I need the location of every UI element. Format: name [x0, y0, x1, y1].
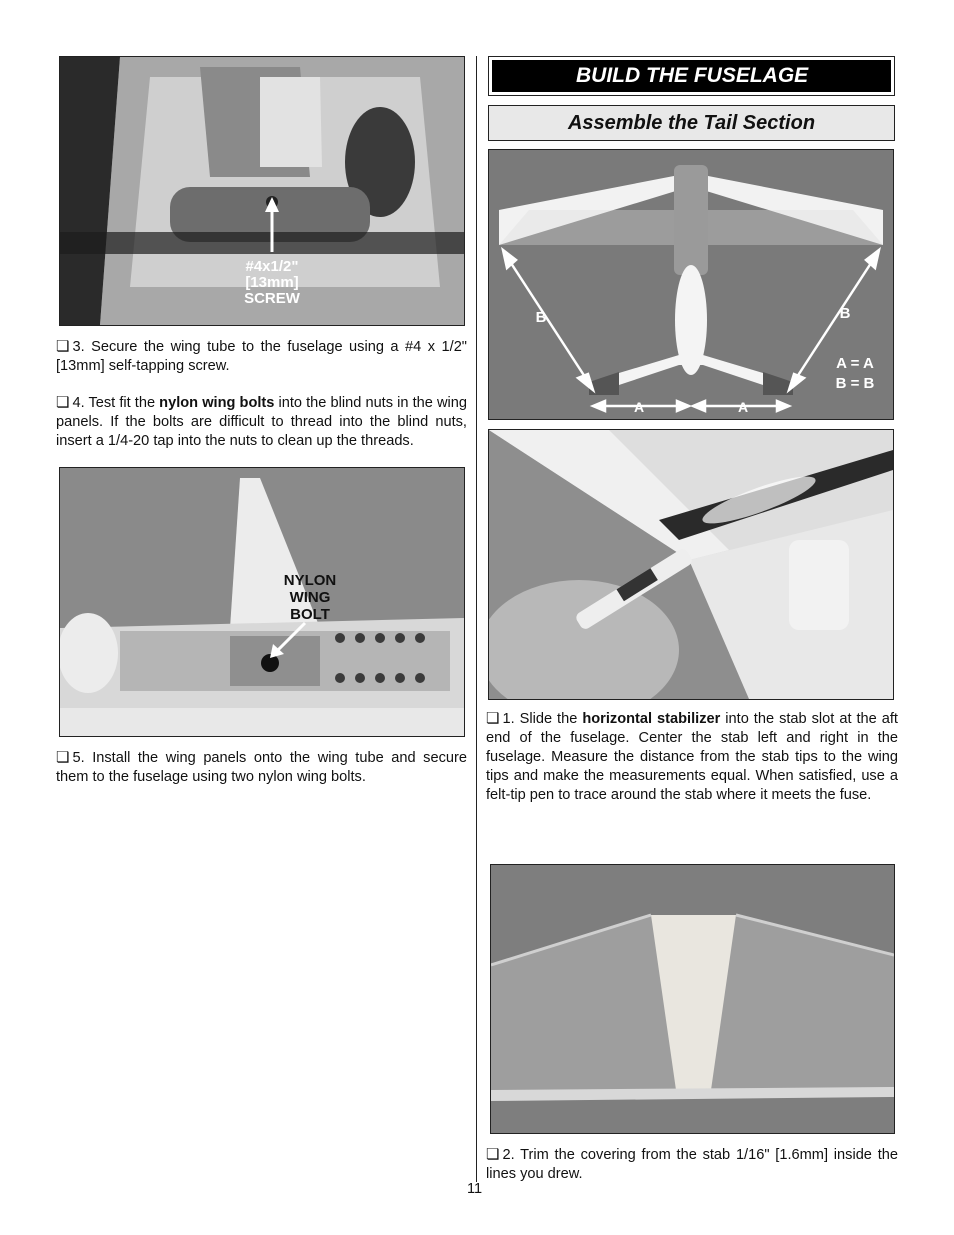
- step-3-text: ❏ 3. Secure the wing tube to the fuselage using a #4 x 1/2" [13mm] self-tapping screw.: [56, 338, 467, 374]
- step-1-text: ❏ 1. Slide the horizontal stabilizer into the stab slot at the aft end of the fuselage. Center the stab left and right in the fuselage. Measure the distance from the stab tips to the wing tips and make the measurements equal. When satisfied, use a felt-tip pen to trace around the stab where it meets the fuse.: [486, 710, 898, 803]
- nylon-wing-bolt-photo: [59, 467, 465, 737]
- checkbox-icon[interactable]: ❏: [56, 394, 70, 411]
- trimmed-stab-illustration: [491, 865, 894, 1133]
- bolt-callout-line2: WING: [289, 589, 331, 606]
- checkbox-icon[interactable]: ❏: [486, 1146, 500, 1163]
- nylon-wing-bolt-illustration: [60, 468, 464, 736]
- label-a-right: A: [737, 399, 749, 415]
- section-header: [488, 56, 895, 96]
- wing-tube-screw-photo: [59, 56, 465, 326]
- bolt-callout-line1: NYLON: [283, 572, 337, 589]
- trace-stab-photo: [488, 429, 894, 700]
- trace-stab-illustration: [489, 430, 893, 699]
- label-b-right: B: [839, 305, 851, 322]
- step-5-text: ❏ 5. Install the wing panels onto the wing tube and secure them to the fuselage using two nylon wing bolts.: [56, 749, 467, 785]
- screw-callout-line3: SCREW: [244, 290, 300, 307]
- subsection-title: Assemble the Tail Section: [488, 105, 895, 141]
- trimmed-stab-photo: [490, 864, 895, 1134]
- checkbox-icon[interactable]: ❏: [56, 338, 70, 355]
- checkbox-icon[interactable]: ❏: [486, 710, 500, 727]
- page-number: 11: [467, 1181, 483, 1197]
- equation-b: B = B: [835, 375, 875, 392]
- stab-alignment-illustration: [489, 150, 893, 419]
- label-b-left: B: [535, 309, 547, 326]
- wing-tube-screw-illustration: [60, 57, 464, 325]
- step-2-text: ❏ 2. Trim the covering from the stab 1/16" [1.6mm] inside the lines you drew.: [486, 1146, 898, 1182]
- step-4-text: ❏ 4. Test fit the nylon wing bolts into the blind nuts in the wing panels. If the bolts are difficult to thread into the blind nuts, insert a 1/4-20 tap into the nuts to clean up the threads.: [56, 394, 467, 449]
- screw-callout-line2: [13mm]: [245, 274, 299, 291]
- stab-alignment-photo: [488, 149, 894, 420]
- equation-a: A = A: [836, 355, 874, 372]
- bolt-callout-line3: BOLT: [290, 606, 330, 623]
- column-divider: [476, 56, 477, 1182]
- screw-callout-line1: #4x1/2": [245, 258, 299, 275]
- label-a-left: A: [633, 399, 645, 415]
- checkbox-icon[interactable]: ❏: [56, 749, 70, 766]
- section-title: BUILD THE FUSELAGE: [492, 60, 891, 92]
